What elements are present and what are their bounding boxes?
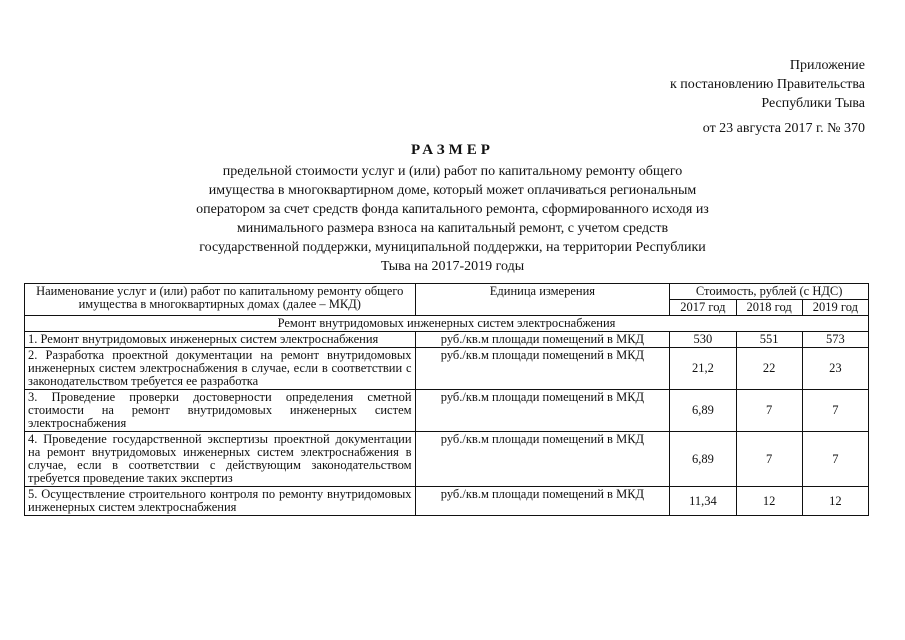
section-title: Ремонт внутридомовых инженерных систем электроснабжения	[25, 316, 869, 332]
row-name: 2. Разработка проектной документации на ремонт внутридомовых инженерных систем электроснабжения в случае, если в соответствии с законодательством требуется ее разработка	[25, 348, 416, 390]
header-name: Наименование услуг и (или) работ по капитальному ремонту общего имущества в многоквартирных домах (далее – МКД)	[25, 284, 416, 316]
table-row	[25, 487, 869, 516]
appendix-line-2: к постановлению Правительства	[669, 77, 865, 92]
row-unit: руб./кв.м площади помещений в МКД	[415, 487, 670, 516]
row-value-2019: 573	[802, 332, 868, 348]
header-year-2017: 2017 год	[670, 300, 736, 316]
row-value-2018: 7	[736, 432, 802, 487]
appendix-block	[605, 56, 865, 138]
row-value-2017: 530	[670, 332, 736, 348]
row-name: 3. Проведение проверки достоверности определения сметной стоимости на ремонт внутридомовых инженерных систем электроснабжения	[25, 390, 416, 432]
appendix-line-1: Приложение	[789, 58, 865, 73]
header-unit: Единица измерения	[415, 284, 670, 316]
row-unit: руб./кв.м площади помещений в МКД	[415, 390, 670, 432]
row-value-2019: 7	[802, 390, 868, 432]
price-table	[24, 283, 869, 516]
appendix-date-line: от 23 августа 2017 г. № 370	[702, 121, 865, 136]
row-name: 4. Проведение государственной экспертизы проектной документации на ремонт внутридомовых инженерных систем электроснабжения в случае, если в соответствии с действующим законодательством требуется проведение таких экспертиз	[25, 432, 416, 487]
table-row	[25, 348, 869, 390]
table-row	[25, 332, 869, 348]
row-value-2019: 7	[802, 432, 868, 487]
appendix-line-3: Республики Тыва	[761, 96, 865, 111]
header-year-2019: 2019 год	[802, 300, 868, 316]
row-value-2017: 21,2	[670, 348, 736, 390]
document-title: РАЗМЕР	[411, 142, 494, 158]
row-unit: руб./кв.м площади помещений в МКД	[415, 332, 670, 348]
row-unit: руб./кв.м площади помещений в МКД	[415, 432, 670, 487]
table-header-row	[25, 284, 869, 300]
row-name: 5. Осуществление строительного контроля по ремонту внутридомовых инженерных систем электроснабжения	[25, 487, 416, 516]
row-value-2017: 6,89	[670, 390, 736, 432]
header-cost: Стоимость, рублей (с НДС)	[670, 284, 869, 300]
section-row	[25, 316, 869, 332]
row-value-2017: 11,34	[670, 487, 736, 516]
row-value-2019: 23	[802, 348, 868, 390]
row-value-2017: 6,89	[670, 432, 736, 487]
header-year-2018: 2018 год	[736, 300, 802, 316]
row-value-2018: 12	[736, 487, 802, 516]
row-value-2018: 7	[736, 390, 802, 432]
document-subtitle: предельной стоимости услуг и (или) работ по капитальному ремонту общего имущества в многоквартирном доме, который может оплачиваться региональным оператором за счет средств фонда капитального ремонта, сформированного исходя из минимального размера взноса на капитальный ремонт, с учетом средств государственной поддержки, муниципальной поддержки, на территории Республики Тыва на 2017-2019 годы	[196, 164, 709, 274]
row-unit: руб./кв.м площади помещений в МКД	[415, 348, 670, 390]
row-value-2018: 551	[736, 332, 802, 348]
table-row	[25, 390, 869, 432]
row-value-2019: 12	[802, 487, 868, 516]
row-name: 1. Ремонт внутридомовых инженерных систем электроснабжения	[25, 332, 416, 348]
table-row	[25, 432, 869, 487]
row-value-2018: 22	[736, 348, 802, 390]
